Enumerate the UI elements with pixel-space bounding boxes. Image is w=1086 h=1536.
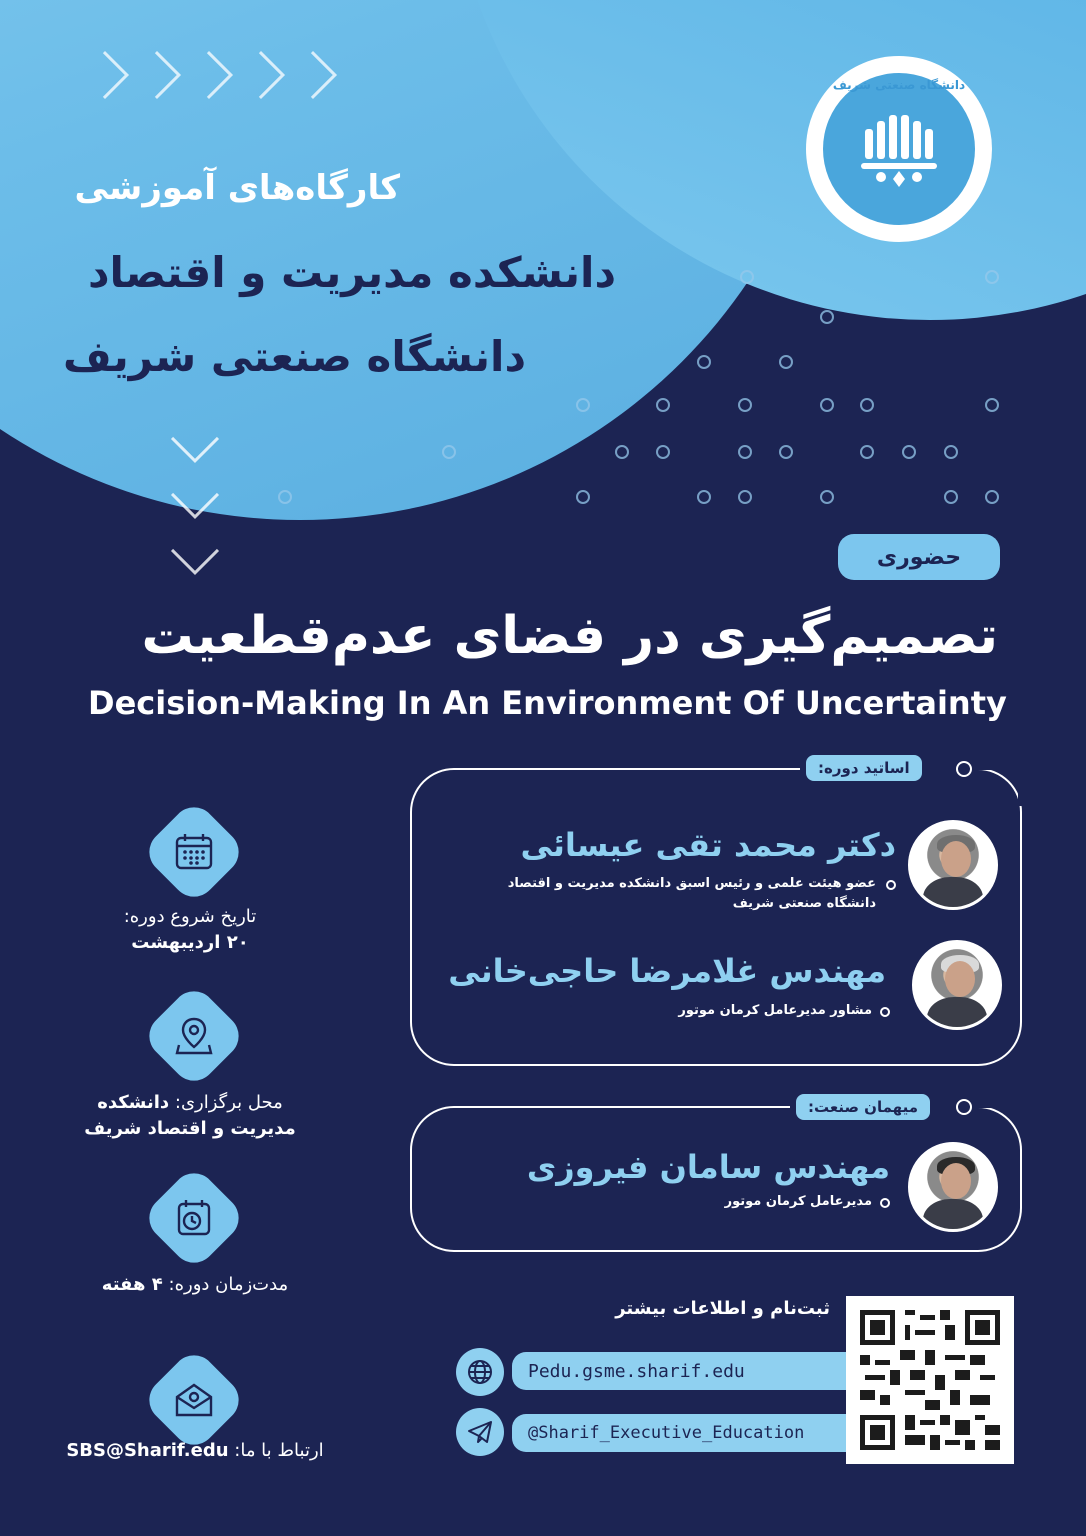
calendar-icon <box>156 814 232 890</box>
dot-decoration <box>738 398 752 412</box>
telegram-link[interactable]: @Sharif_Executive_Education <box>512 1414 846 1452</box>
dot-decoration <box>944 445 958 459</box>
dot-decoration <box>738 490 752 504</box>
telegram-icon <box>456 1408 504 1456</box>
guest-name: مهندس سامان فیروزی <box>526 1148 890 1186</box>
contact-email[interactable]: SBS@Sharif.edu <box>66 1440 229 1461</box>
header-university: دانشگاه صنعتی شریف <box>63 332 526 381</box>
dot-decoration <box>576 490 590 504</box>
panel-gap <box>1018 780 1024 806</box>
start-date-value: ۲۰ اردیبهشت <box>131 932 249 953</box>
duration-label: مدت‌زمان دوره: <box>168 1274 289 1295</box>
bullet-icon <box>886 880 896 890</box>
dot-decoration <box>820 398 834 412</box>
chevron-right-icon <box>81 51 129 99</box>
dot-decoration <box>779 355 793 369</box>
avatar <box>908 820 998 910</box>
dot-decoration <box>576 398 590 412</box>
header-faculty: دانشکده مدیریت و اقتصاد <box>87 248 616 297</box>
logo-ring-text: دانشگاه صنعتی شریف <box>832 78 966 92</box>
dot-decoration <box>985 270 999 284</box>
avatar <box>908 1142 998 1232</box>
website-link[interactable]: Pedu.gsme.sharif.edu <box>512 1352 846 1390</box>
dot-decoration <box>697 355 711 369</box>
contact <box>50 1438 340 1464</box>
clock-calendar-icon <box>156 1180 232 1256</box>
venue <box>70 1090 310 1142</box>
venue-value-line1: دانشکده <box>97 1092 170 1113</box>
chevron-down-icon <box>171 527 219 575</box>
dot-decoration <box>779 445 793 459</box>
dot-decoration <box>985 398 999 412</box>
instructors-label: اساتید دوره: <box>806 755 922 781</box>
dot-decoration <box>656 445 670 459</box>
dot-decoration <box>442 445 456 459</box>
dot-decoration <box>820 310 834 324</box>
sharif-university-logo-icon <box>823 73 975 225</box>
university-logo <box>806 56 992 242</box>
globe-icon <box>456 1348 504 1396</box>
dot-decoration <box>738 445 752 459</box>
guest-label: میهمان صنعت: <box>796 1094 930 1120</box>
chevron-right-icon <box>133 51 181 99</box>
chevron-right-icon <box>185 51 233 99</box>
venue-label: محل برگزاری: <box>174 1092 283 1113</box>
chevron-right-icon <box>237 51 285 99</box>
chevron-down-icon <box>171 471 219 519</box>
course-title-fa: تصمیم‌گیری در فضای عدم‌قطعیت <box>141 606 998 666</box>
venue-value-line2: مدیریت و اقتصاد شریف <box>84 1118 296 1139</box>
chevron-down-icon <box>171 415 219 463</box>
in-person-badge: حضوری <box>838 534 1000 580</box>
contact-label: ارتباط با ما: <box>234 1440 324 1461</box>
chevron-right-icon <box>289 51 337 99</box>
dot-decoration <box>278 490 292 504</box>
course-title-en: Decision-Making In An Environment Of Uncertainty <box>88 684 1007 722</box>
start-date <box>80 904 300 956</box>
email-icon <box>156 1362 232 1438</box>
start-date-label: تاریخ شروع دوره: <box>123 906 257 927</box>
bullet-icon <box>880 1007 890 1017</box>
header-workshops: کارگاه‌های آموزشی <box>74 168 400 208</box>
dot-decoration <box>860 445 874 459</box>
dot-decoration <box>902 445 916 459</box>
section-dot <box>956 761 972 777</box>
guest-desc: مدیرعامل کرمان موتور <box>724 1194 872 1209</box>
dot-decoration <box>740 270 754 284</box>
dot-decoration <box>944 490 958 504</box>
dot-decoration <box>656 398 670 412</box>
duration-value: ۴ هفته <box>101 1274 163 1295</box>
dot-decoration <box>820 490 834 504</box>
instructor-name: دکتر محمد تقی عیسائی <box>520 826 896 864</box>
bullet-icon <box>880 1198 890 1208</box>
decorative-chevrons-right <box>88 58 334 92</box>
qr-code[interactable] <box>846 1296 1014 1464</box>
dot-decoration <box>615 445 629 459</box>
instructor-desc: عضو هیئت علمی و رئیس اسبق دانشکده مدیریت و اقتصاد <box>507 876 876 891</box>
registration-title: ثبت‌نام و اطلاعات بیشتر <box>615 1298 830 1319</box>
dot-decoration <box>985 490 999 504</box>
instructor-name: مهندس غلامرضا حاجی‌خانی <box>448 952 886 990</box>
instructor-desc: مشاور مدیرعامل کرمان موتور <box>678 1003 872 1018</box>
location-pin-icon <box>156 998 232 1074</box>
avatar <box>912 940 1002 1030</box>
instructor-desc: دانشگاه صنعتی شریف <box>732 896 876 911</box>
section-dot <box>956 1099 972 1115</box>
duration <box>80 1272 310 1298</box>
dot-decoration <box>697 490 711 504</box>
decorative-chevrons-down <box>170 422 212 590</box>
dot-decoration <box>860 398 874 412</box>
